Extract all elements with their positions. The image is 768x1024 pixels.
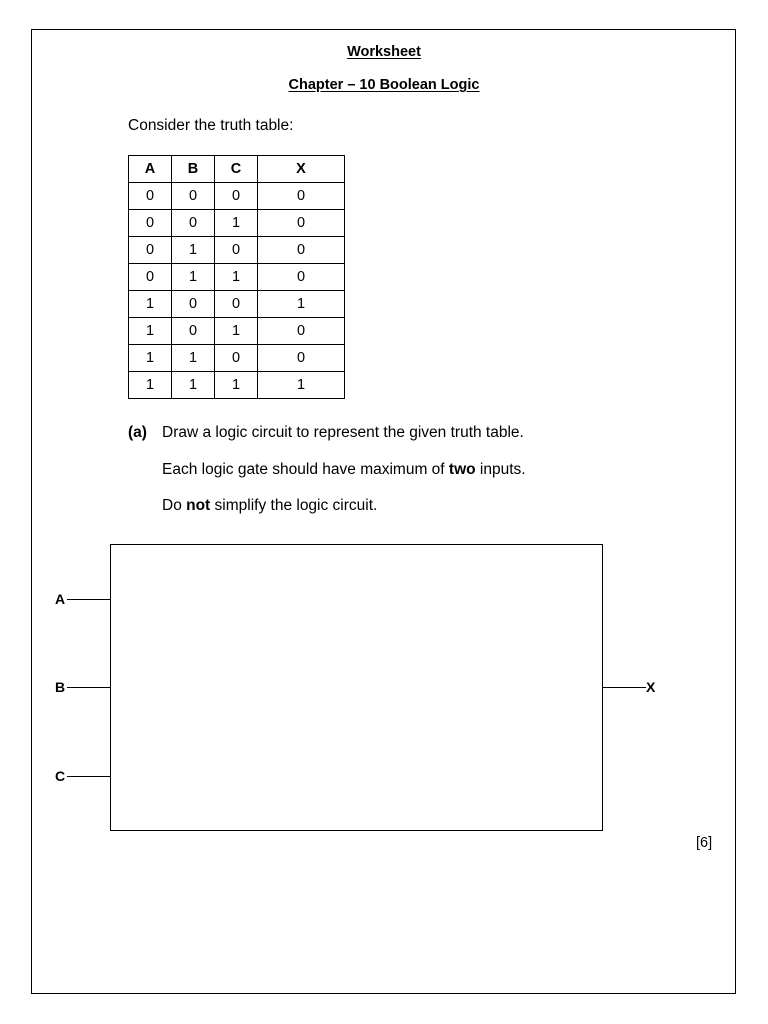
circuit-answer-box[interactable] (110, 544, 603, 831)
cell-c: 1 (215, 318, 258, 345)
output-x-label: X (646, 679, 656, 695)
question-text: Draw a logic circuit to represent the given truth table. (162, 424, 524, 441)
instruction-text: inputs. (475, 461, 526, 478)
header-c: C (215, 156, 258, 183)
cell-a: 1 (129, 291, 172, 318)
input-c-label: C (55, 768, 66, 784)
cell-a: 0 (129, 264, 172, 291)
instruction-emphasis: two (448, 461, 476, 478)
cell-b: 1 (172, 264, 215, 291)
cell-c: 1 (215, 372, 258, 399)
table-row (129, 237, 345, 264)
cell-c: 1 (215, 210, 258, 237)
table-row (129, 183, 345, 210)
truth-table-header-row (129, 156, 345, 183)
cell-c: 0 (215, 183, 258, 210)
instruction-text: simplify the logic circuit. (210, 497, 378, 514)
header-x: X (258, 156, 345, 183)
cell-a: 1 (129, 318, 172, 345)
cell-x: 1 (258, 372, 345, 399)
cell-c: 0 (215, 345, 258, 372)
input-a-wire (67, 599, 110, 600)
input-b-wire (67, 687, 110, 688)
instruction-text: Do (162, 497, 187, 514)
cell-x: 0 (258, 210, 345, 237)
input-c-wire (67, 776, 110, 777)
cell-a: 1 (129, 372, 172, 399)
cell-a: 0 (129, 237, 172, 264)
cell-x: 0 (258, 237, 345, 264)
cell-x: 0 (258, 318, 345, 345)
table-row (129, 264, 345, 291)
instruction-max-inputs (162, 461, 526, 479)
chapter-title: Chapter – 10 Boolean Logic (288, 77, 480, 93)
table-row (129, 318, 345, 345)
cell-b: 1 (172, 237, 215, 264)
cell-x: 0 (258, 264, 345, 291)
table-row (129, 372, 345, 399)
header-a: A (129, 156, 172, 183)
table-row (129, 291, 345, 318)
cell-a: 0 (129, 210, 172, 237)
cell-a: 1 (129, 345, 172, 372)
cell-c: 1 (215, 264, 258, 291)
table-row (129, 210, 345, 237)
output-x-wire (603, 687, 646, 688)
truth-table (128, 155, 345, 399)
cell-b: 0 (172, 183, 215, 210)
header-b: B (172, 156, 215, 183)
intro-text: Consider the truth table: (128, 117, 294, 134)
cell-c: 0 (215, 291, 258, 318)
cell-x: 0 (258, 183, 345, 210)
instruction-text: Each logic gate should have maximum of (162, 461, 449, 478)
cell-b: 1 (172, 372, 215, 399)
worksheet-title: Worksheet (347, 44, 421, 60)
instruction-no-simplify (162, 497, 377, 515)
marks-allocation: [6] (696, 835, 713, 851)
part-label: (a) (128, 424, 147, 441)
cell-a: 0 (129, 183, 172, 210)
cell-x: 1 (258, 291, 345, 318)
instruction-emphasis: not (186, 497, 211, 514)
cell-c: 0 (215, 237, 258, 264)
cell-b: 0 (172, 210, 215, 237)
cell-x: 0 (258, 345, 345, 372)
table-row (129, 345, 345, 372)
input-b-label: B (55, 679, 66, 695)
input-a-label: A (55, 591, 66, 607)
cell-b: 0 (172, 291, 215, 318)
cell-b: 1 (172, 345, 215, 372)
cell-b: 0 (172, 318, 215, 345)
